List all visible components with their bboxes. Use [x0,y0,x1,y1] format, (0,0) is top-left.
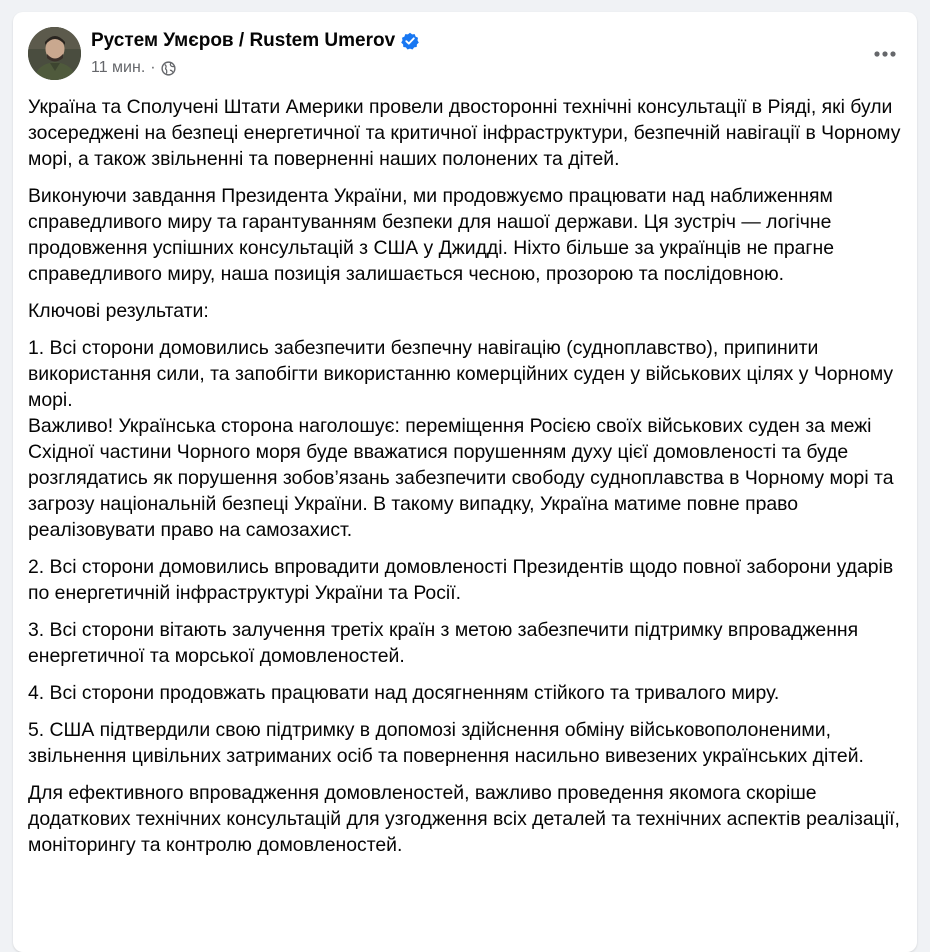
post-meta [91,59,176,77]
post-paragraph-results-heading: Ключові результати: [28,300,209,322]
post-card [13,12,917,952]
post-paragraph-result-3: 3. Всі сторони вітають залучення третіх країн з метою забезпечити підтримку впровадження енергетичної та морської домовленостей. [28,619,859,667]
post-paragraph-result-5: 5. США підтвердили свою підтримку в допомозі здійснення обміну військовополоненими, звільнення цивільних затриманих осіб та повернення насильно вивезених українських дітей. [28,719,864,767]
post-paragraph-result-1: 1. Всі сторони домовились забезпечити безпечну навігацію (судноплавство), припинити використання сили, та запобігти використанню комерційних суден у військових цілях у Чорному морі. Важливо! Українська сторона наголошує: переміщення Росією своїх військових суден за межі Східної частини Чорного моря буде вважатися порушенням духу цієї домовленості та буде розглядатись як порушення зобов’язань забезпечити свободу судноплавства в Чорному морі та загрозу національній безпеці України. В такому випадку, Україна матиме повне право реалізовувати право на самозахист. [28,337,894,541]
post-paragraph-intro: Україна та Сполучені Штати Америки провели двосторонні технічні консультації в Ріяді, які були зосереджені на безпеці енергетичної та критичної інфраструктури, безпечній навігації в Чорному морі, а також звільненні та поверненні наших полонених та дітей. [28,96,901,170]
avatar-image [28,27,81,80]
more-options-icon [873,50,897,58]
post-paragraph-context: Виконуючи завдання Президента України, ми продовжуємо працювати над наближенням справедливого миру та гарантуванням безпеки для нашої держави. Ця зустріч — логічне продовження успішних консультацій з США у Джидді. Ніхто більше за українців не прагне справедливого миру, наша позиція залишається чесною, прозорою та послідовною. [28,185,834,285]
author-name-row [91,30,419,52]
meta-separator: · [150,59,156,76]
globe-icon[interactable] [161,61,176,76]
post-paragraph-result-4: 4. Всі сторони продовжать працювати над досягненням стійкого та тривалого миру. [28,682,780,704]
post-paragraph-conclusion: Для ефективного впровадження домовленостей, важливо проведення якомога скоріше додаткових технічних консультацій для узгодження всіх деталей та технічних аспектів реалізації, моніторингу та контролю домовленостей. [28,782,900,856]
more-options-button[interactable] [867,36,903,72]
post-timestamp[interactable]: 11 мин. [91,59,146,76]
author-name[interactable]: Рустем Умєров / Rustem Umerov [91,30,396,51]
post-text [28,94,908,869]
verified-badge-icon [401,32,419,50]
post-header [13,12,917,92]
author-avatar[interactable] [28,27,81,80]
post-paragraph-result-2: 2. Всі сторони домовились впровадити домовленості Президентів щодо повної заборони ударів по енергетичній інфраструктурі України та Росії. [28,556,894,604]
